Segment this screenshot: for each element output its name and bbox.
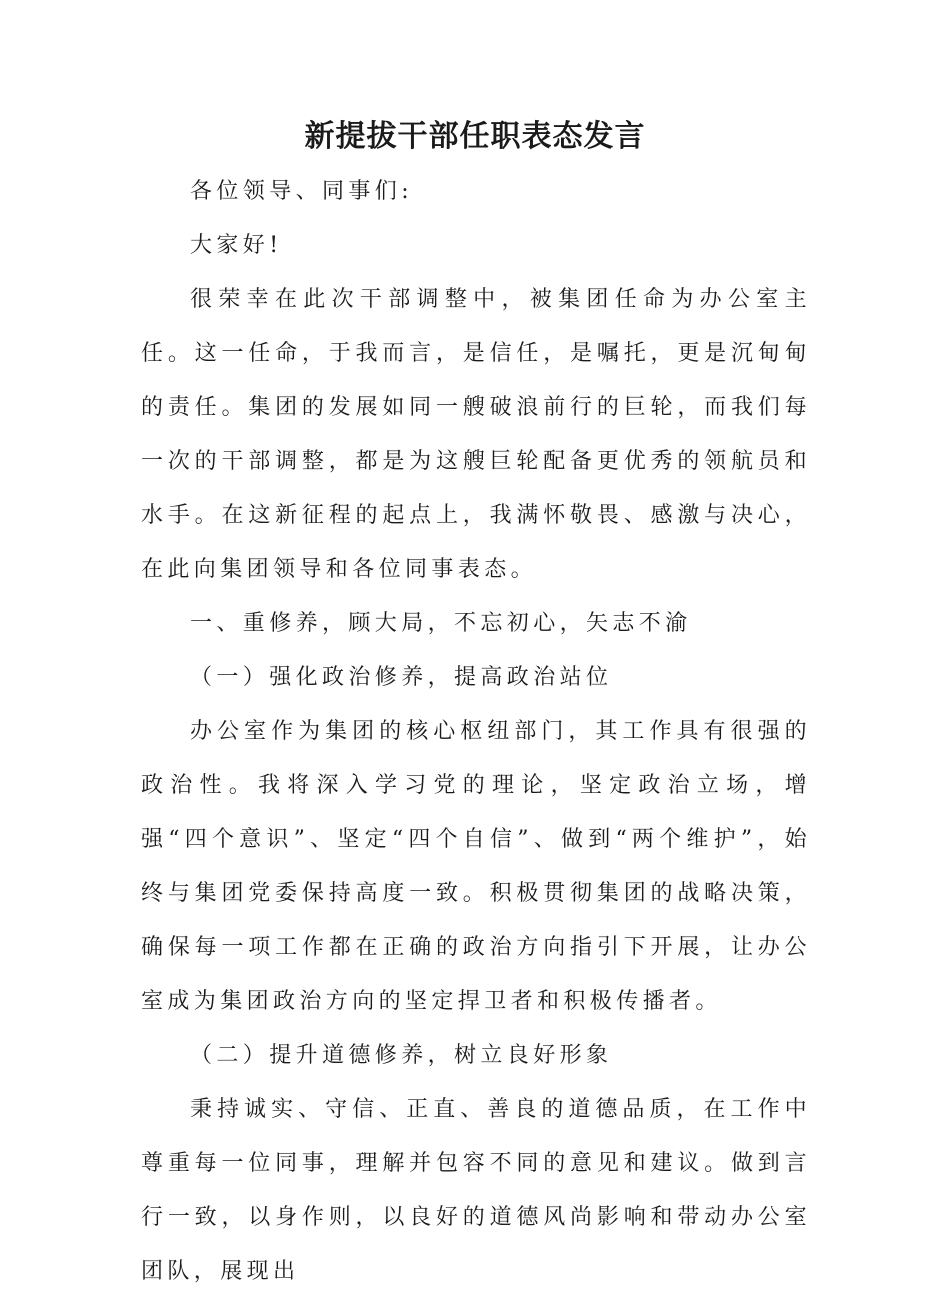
document-title: 新提拔干部任职表态发言 (304, 119, 646, 154)
section-1-heading: 一、重修养，顾大局，不忘初心，矢志不渝 (190, 611, 692, 636)
greeting: 大家好! (190, 233, 283, 258)
subsection-2-paragraph: 秉持诚实、守信、正直、善良的道德品质，在工作中尊重每一位同事，理解并包容不同的意见和建议。做到言行一致，以身作则，以良好的道德风尚影响和带动办公室团队，展现出 (141, 1097, 811, 1284)
salutation: 各位领导、同事们: (190, 179, 414, 204)
subsection-1-paragraph: 办公室作为集团的核心枢纽部门，其工作具有很强的政治性。我将深入学习党的理论，坚定政治立场，增强“四个意识”、坚定“四个自信”、做到“两个维护”，始终与集团党委保持高度一致。积极贯彻集团的战略决策，确保每一项工作都在正确的政治方向指引下开展，让办公室成为集团政治方向的坚定捍卫者和积极传播者。 (141, 719, 811, 1014)
subsection-2-heading: （二）提升道德修养，树立良好形象 (190, 1043, 613, 1068)
intro-paragraph: 很荣幸在此次干部调整中，被集团任命为办公室主任。这一任命，于我而言，是信任，是嘱托，更是沉甸甸的责任。集团的发展如同一艘破浪前行的巨轮，而我们每一次的干部调整，都是为这艘巨轮配备更优秀的领航员和水手。在这新征程的起点上，我满怀敬畏、感激与决心，在此向集团领导和各位同事表态。 (141, 287, 811, 582)
document-body (141, 165, 811, 1299)
subsection-1-heading: （一）强化政治修养，提高政治站位 (190, 665, 613, 690)
